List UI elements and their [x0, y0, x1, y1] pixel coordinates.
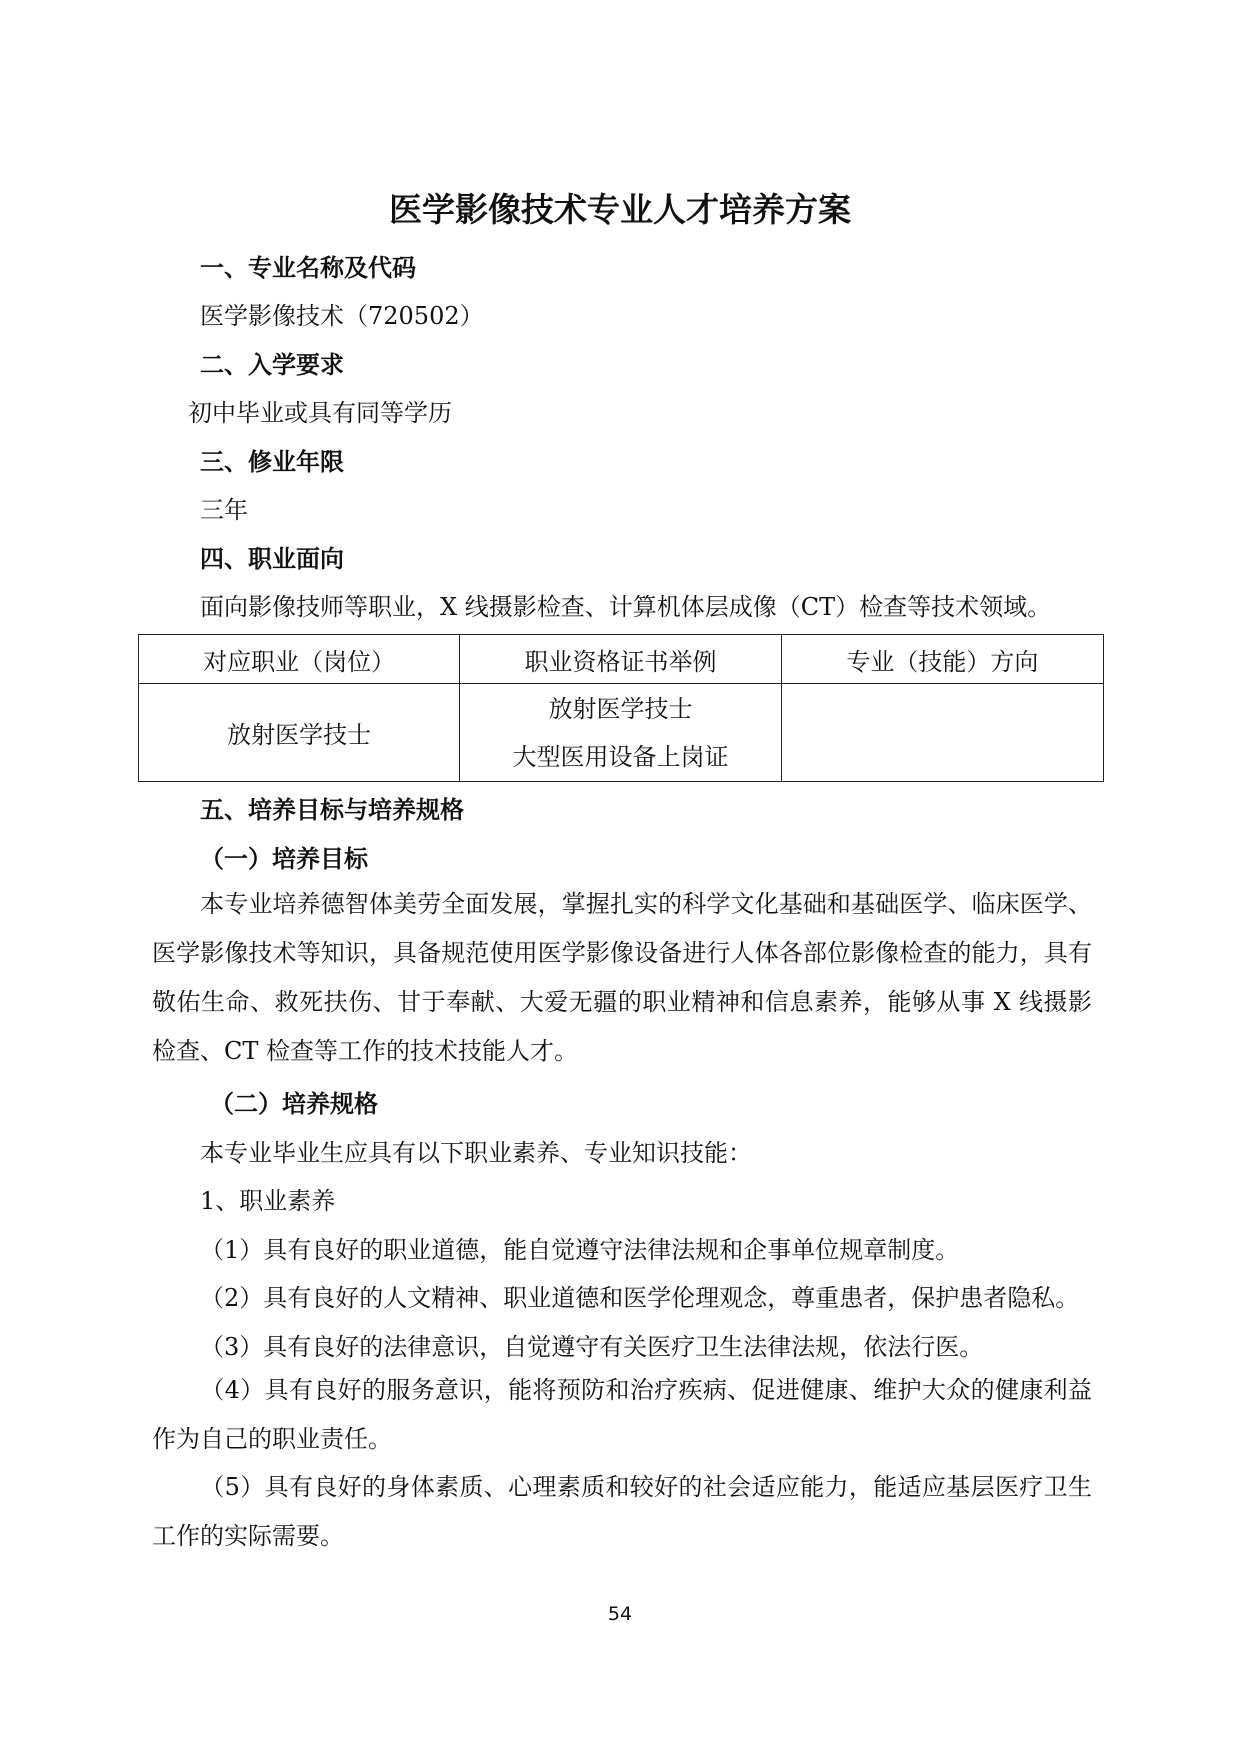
quality-item-3: （3）具有良好的法律意识，自觉遵守有关医疗卫生法律法规，依法行医。 [200, 1333, 984, 1361]
section4-heading: 四、职业面向 [200, 545, 344, 573]
section1-body: 医学影像技术（720502） [200, 302, 484, 330]
quality-item-1: （1）具有良好的职业道德，能自觉遵守法律法规和企事单位规章制度。 [200, 1236, 960, 1264]
quality-item-4 [152, 1366, 1092, 1464]
section3-heading: 三、修业年限 [200, 448, 344, 476]
section4-body: 面向影像技师等职业，X 线摄影检查、计算机体层成像（CT）检查等技术领域。 [200, 593, 1052, 621]
goal-text: 本专业培养德智体美劳全面发展，掌握扎实的科学文化基础和基础医学、临床医学、医学影像技术等知识，具备规范使用医学影像设备进行人体各部位影像检查的能力，具有敬佑生命、救死扶伤、甘于奉献、大爱无疆的职业精神和信息素养，能够从事 X 线摄影检查、CT 检查等工作的技术技能人才。 [152, 890, 1092, 1065]
document-title: 医学影像技术专业人才培养方案 [389, 190, 851, 229]
section2-heading: 二、入学要求 [200, 351, 344, 379]
section1-heading: 一、专业名称及代码 [200, 254, 416, 282]
spec-sub-heading: 1、职业素养 [200, 1187, 336, 1215]
goal-heading: （一）培养目标 [200, 845, 368, 873]
spec-intro: 本专业毕业生应具有以下职业素养、专业知识技能： [200, 1139, 752, 1167]
table-cell-direction [781, 684, 1103, 782]
quality-item-4-text: （4）具有良好的服务意识，能将预防和治疗疾病、促进健康、维护大众的健康利益作为自己的职业责任。 [152, 1376, 1092, 1453]
goal-paragraph [152, 880, 1092, 1076]
quality-item-2: （2）具有良好的人文精神、职业道德和医学伦理观念，尊重患者，保护患者隐私。 [200, 1284, 1080, 1312]
page-number: 54 [607, 1603, 633, 1625]
section2-body: 初中毕业或具有同等学历 [188, 399, 452, 427]
table-header-occupation: 对应职业（岗位） [139, 635, 460, 684]
occupation-table [138, 634, 1104, 782]
quality-item-5 [152, 1463, 1092, 1561]
certificate-item: 放射医学技士 [548, 694, 693, 723]
table-header-direction: 专业（技能）方向 [781, 635, 1103, 684]
quality-item-5-text: （5）具有良好的身体素质、心理素质和较好的社会适应能力，能适应基层医疗卫生工作的实际需要。 [152, 1473, 1092, 1550]
spec-heading: （二）培养规格 [210, 1090, 378, 1118]
section3-body: 三年 [200, 496, 248, 524]
table-header-certificates: 职业资格证书举例 [460, 635, 781, 684]
table-cell-occupation: 放射医学技士 [139, 684, 460, 782]
table-row [139, 684, 1104, 782]
table-header-row [139, 635, 1104, 684]
certificate-item: 大型医用设备上岗证 [512, 742, 729, 771]
table-cell-certificates [460, 684, 781, 782]
section5-heading: 五、培养目标与培养规格 [200, 796, 464, 824]
